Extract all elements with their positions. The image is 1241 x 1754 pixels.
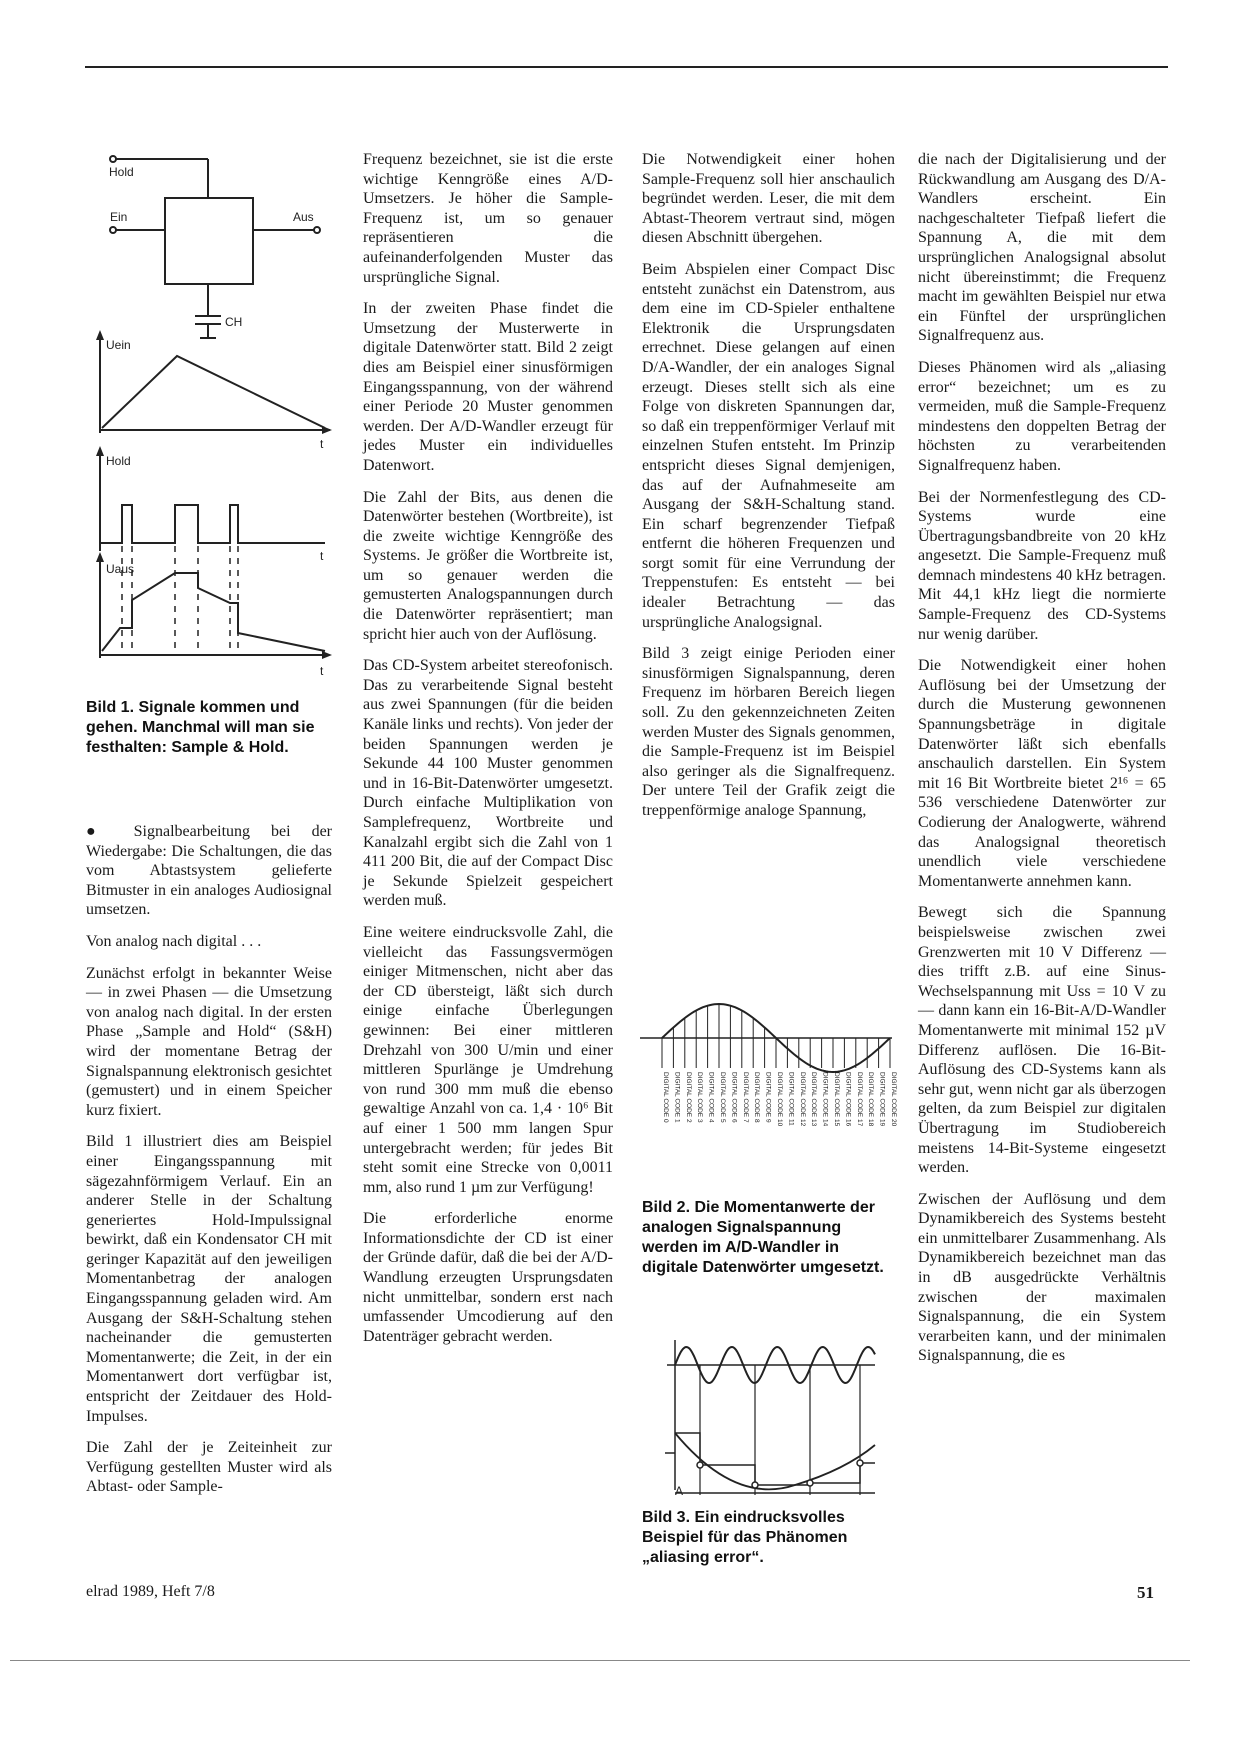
paragraph: Bild 3 zeigt einige Perioden einer sinusförmigen Signalspannung, deren Frequenz im hörbaren Bereich liegen soll. Zu den gekennzeichneten Zeiten werden Muster des Signals genommen, die Sample-Frequenz ist im Beispiel also geringer als die Signalfrequenz. Der untere Teil der Grafik zeigt die treppenförmige analoge Spannung, [642, 645, 895, 819]
digital-code-label: DIGITAL CODE 16 [844, 1072, 852, 1127]
digital-code-label: DIGITAL CODE 15 [833, 1072, 840, 1127]
digital-code-label: DIGITAL CODE 8 [753, 1072, 761, 1123]
digital-code-label: DIGITAL CODE 5 [719, 1072, 726, 1123]
paragraph: Das CD-System arbeitet stereofonisch. Das zu verarbeitende Signal besteht aus zwei Spannungen (für die beiden Kanäle links und rechts). Von jeder der beiden Spannungen werden je Sekunde 44 100 Muster genommen und in 16-Bit-Datenwörter umgesetzt. Durch einfache Multiplikation von Samplefrequenz, Wortbreite und Kanalzahl ergibt sich die Zahl von 1 411 200 Bit, die auf der Compact Disc je Sekunde Spielzeit gespeichert werden muß. [363, 657, 613, 910]
plot-label-t3: t [320, 664, 324, 678]
digital-code-label: DIGITAL CODE 17 [855, 1072, 863, 1127]
paragraph: Die erforderliche enorme Informationsdichte der CD ist einer der Gründe dafür, daß die bei der A/D-Wandlung erzeugten Ursprungsdaten nicht unmittelbar, sondern erst nach umfassender Umcodierung auf den Datenträger gebracht werden. [363, 1210, 613, 1345]
circuit-label-hold: Hold [109, 165, 134, 179]
paragraph: Beim Abspielen einer Compact Disc entsteht zunächst ein Datenstrom, aus dem eine im CD-Spieler enthaltene Elektronik die Ursprungsdaten errechnet. Diese gelangen auf einen D/A-Wandler, der ein analoges Signal erzeugt. Dieses stellt sich als eine Folge von diskreten Spannungen dar, so daß ein treppenförmiger Verlauf mit einzelnen Stufen entsteht. Im Prinzip entspricht dieses Signal demjenigen, das auf der Aufnahmeseite am Ausgang der S&H-Schaltung stand. Ein scharf begrenzender Tiefpaß entfernt die höheren Frequenzen und sorgt somit für eine Verrundung der Treppenstufen: Es entsteht — bei idealer Betrachtung — das ursprüngliche Analogsignal. [642, 260, 895, 631]
digital-code-label: DIGITAL CODE 1 [673, 1072, 681, 1123]
paragraph: Dieses Phänomen wird als „aliasing error“ bezeichnet; um es zu vermeiden, muß die Sample-Frequenz mindestens den doppelten Betrag der höchsten zu verarbeitenden Signalfrequenz haben. [918, 358, 1166, 474]
plot-label-hold: Hold [106, 454, 131, 468]
figure1-diagram [80, 148, 340, 688]
digital-code-label: DIGITAL CODE 7 [741, 1072, 749, 1123]
circuit-label-ch: CH [225, 315, 243, 329]
circuit-label-aus: Aus [293, 210, 314, 224]
paragraph: Die Zahl der je Zeiteinheit zur Verfügung gestellten Muster wird als Abtast- oder Sample- [86, 1439, 332, 1496]
paragraph: Die Zahl der Bits, aus denen die Datenwörter bestehen (Wortbreite), ist die zweite wichtige Kenngröße des Systems. Je größer die Wortbreite ist, um so genauer werden die gemusterten Analogspannungen durch die Datenwörter repräsentiert; man spricht hier auch von der Auflösung. [363, 488, 613, 643]
bottom-rule [10, 1660, 1190, 1661]
digital-code-label: DIGITAL CODE 6 [730, 1072, 738, 1123]
paragraph: Die Notwendigkeit einer hohen Sample-Frequenz soll hier anschaulich begründet werden. Leser, die mit dem Abtast-Theorem vertraut sind, mögen diesen Abschnitt übergehen. [642, 151, 895, 247]
digital-code-label: DIGITAL CODE 3 [696, 1072, 704, 1123]
digital-code-label: DIGITAL CODE 0 [662, 1072, 669, 1123]
column-3 [642, 150, 895, 833]
digital-code-label: DIGITAL CODE 18 [867, 1072, 875, 1127]
digital-code-label: DIGITAL CODE 20 [890, 1072, 897, 1127]
figure2-diagram [640, 990, 895, 1195]
paragraph: Bewegt sich die Spannung beispielsweise zwischen zwei Grenzwerten mit 10 V Differenz — dies trifft z.B. auf eine Sinus-Wechselspannung mit Uss = 10 V zu — dann kann ein 16-Bit-A/D-Wandler Momentanwerte mit minimal 152 µV Differenz auflösen. Die 16-Bit-Auflösung des CD-Systems kann als sehr gut, wenn nicht gar als überzogen gelten, da zum Beispiel zur digitalen Übertragung im Studiobereich meistens 14-Bit-Systeme eingesetzt werden. [918, 904, 1166, 1177]
footer-source: elrad 1989, Heft 7/8 [86, 1583, 215, 1600]
paragraph: Bei der Normenfestlegung des CD-Systems wurde eine Übertragungsbandbreite von 20 kHz angesetzt. Die Sample-Frequenz muß demnach mindestens 40 kHz betragen. Mit 44,1 kHz liegt die normierte Sample-Frequenz des CD-Systems nur wenig darüber. [918, 488, 1166, 643]
digital-code-label: DIGITAL CODE 2 [684, 1072, 692, 1123]
page-number: 51 [1137, 1583, 1154, 1602]
top-rule [85, 66, 1168, 68]
digital-code-label: DIGITAL CODE 4 [707, 1072, 715, 1123]
digital-code-label: DIGITAL CODE 14 [821, 1072, 829, 1127]
paragraph: In der zweiten Phase findet die Umsetzung der Musterwerte in digitale Datenwörter statt. Bild 2 zeigt dies am Beispiel einer sinusförmigen Eingangsspannung, von der während einer Periode 20 Muster genommen werden. Der A/D-Wandler erzeugt für jedes Muster ein individuelles Datenwort. [363, 300, 613, 474]
column-2 [363, 150, 613, 1358]
plot-label-uaus: Uaus [106, 562, 135, 576]
column-4 [918, 150, 1166, 1378]
paragraph: die nach der Digitalisierung und der Rückwandlung am Ausgang des D/A-Wandlers erscheint. Ein nachgeschalteter Tiefpaß liefert die Spannung A, die mit dem ursprünglichen Analogsignal absolut nicht übereinstimmt; die Frequenz macht im gewählten Beispiel nur etwa ein Fünftel der ursprünglichen Signalfrequenz aus. [918, 151, 1166, 345]
column-1 [86, 822, 332, 1509]
digital-code-label: DIGITAL CODE 12 [798, 1072, 806, 1127]
digital-code-label: DIGITAL CODE 10 [776, 1072, 783, 1127]
paragraph: ● Signalbearbeitung bei der Wiedergabe: Die Schaltungen, die das vom Abtastsystem gelieferte Bitmuster in ein analoges Audiosignal umsetzen. [86, 823, 332, 919]
figure2-caption: Bild 2. Die Momentanwerte der analogen Signalspannung werden im A/D-Wandler in digitale Datenwörter umgesetzt. [642, 1199, 884, 1276]
paragraph: Frequenz bezeichnet, sie ist die erste wichtige Kenngröße eines A/D-Umsetzers. Je höher die Sample-Frequenz ist, um so genauer repräsentieren die aufeinanderfolgenden Muster das ursprüngliche Signal. [363, 151, 613, 286]
paragraph: Zwischen der Auflösung und dem Dynamikbereich des Systems besteht ein unmittelbarer Zusammenhang. Als Dynamikbereich bezeichnet man das in dB ausgedrückte Verhältnis zwischen der maximalen Signalspannung, die ein System verarbeiten kann, und der minimalen Signalspannung, die es [918, 1190, 1166, 1365]
digital-code-label: DIGITAL CODE 11 [787, 1072, 795, 1126]
circuit-label-ein: Ein [110, 210, 128, 224]
figure3-caption: Bild 3. Ein eindrucksvolles Beispiel für das Phänomen „aliasing error“. [642, 1509, 848, 1566]
paragraph: Eine weitere eindrucksvolle Zahl, die vielleicht das Fassungsvermögen einiger Mitmenschen, nicht aber das der CD übersteigt, läßt sich durch einige einfache Überlegungen gewinnen: Bei einer mittleren Drehzahl von 300 U/min und einer mittleren Spurlänge je Umdrehung von rund 300 mm muß die ebenso gewaltige Anzahl von ca. 1,4 · 10⁶ Bit auf einer 1 500 mm langen Spur untergebracht werden; für jedes Bit steht somit eine Strecke von 0,0011 mm, also rund 1 µm zur Verfügung! [363, 923, 613, 1196]
paragraph: Zunächst erfolgt in bekannter Weise — in zwei Phasen — die Umsetzung von analog nach digital. In der ersten Phase „Sample and Hold“ (S&H) wird der momentane Betrag der Signalspannung elektronisch gesichtet (gemustert) und in einem Speicher kurz fixiert. [86, 964, 332, 1119]
plot-label-t2: t [320, 549, 324, 563]
digital-code-label: DIGITAL CODE 19 [878, 1072, 886, 1127]
figure1-caption: Bild 1. Signale kommen und gehen. Manchmal will man sie festhalten: Sample & Hold. [86, 699, 315, 756]
figure3-label-a: A [675, 1484, 684, 1498]
figure3-diagram [645, 1335, 885, 1498]
plot-label-uein: Uein [106, 338, 131, 352]
paragraph: Von analog nach digital . . . [86, 932, 262, 950]
paragraph: Bild 1 illustriert dies am Beispiel einer Eingangsspannung mit sägezahnförmigem Verlauf. Ein an anderer Stelle in der Schaltung generiertes Hold-Impulssignal bewirkt, daß ein Kondensator CH mit geringer Kapazität auf den jeweiligen Momentanbetrag der analogen Eingangsspannung geladen wird. Am Ausgang der S&H-Schaltung stehen nacheinander die gemusterten Momentanwerte; die Zeit, in der ein Momentanwert dort verfügbar ist, entspricht der Zeitdauer des Hold-Impulses. [86, 1133, 332, 1425]
digital-code-label: DIGITAL CODE 13 [810, 1072, 818, 1127]
digital-code-label: DIGITAL CODE 9 [764, 1072, 772, 1123]
paragraph: Die Notwendigkeit einer hohen Auflösung bei der Umsetzung der durch die Musterung gewonnenen Spannungsbeträge in digitale Datenwörter läßt sich ebenfalls anschaulich darstellen. Ein System mit 16 Bit Wortbreite bietet 2¹⁶ = 65 536 verschiedene Datenwörter zur Codierung der Analogwerte, während das Analogsignal theoretisch unendlich viele verschiedene Momentanwerte annehmen kann. [918, 657, 1166, 890]
plot-label-t1: t [320, 437, 324, 451]
